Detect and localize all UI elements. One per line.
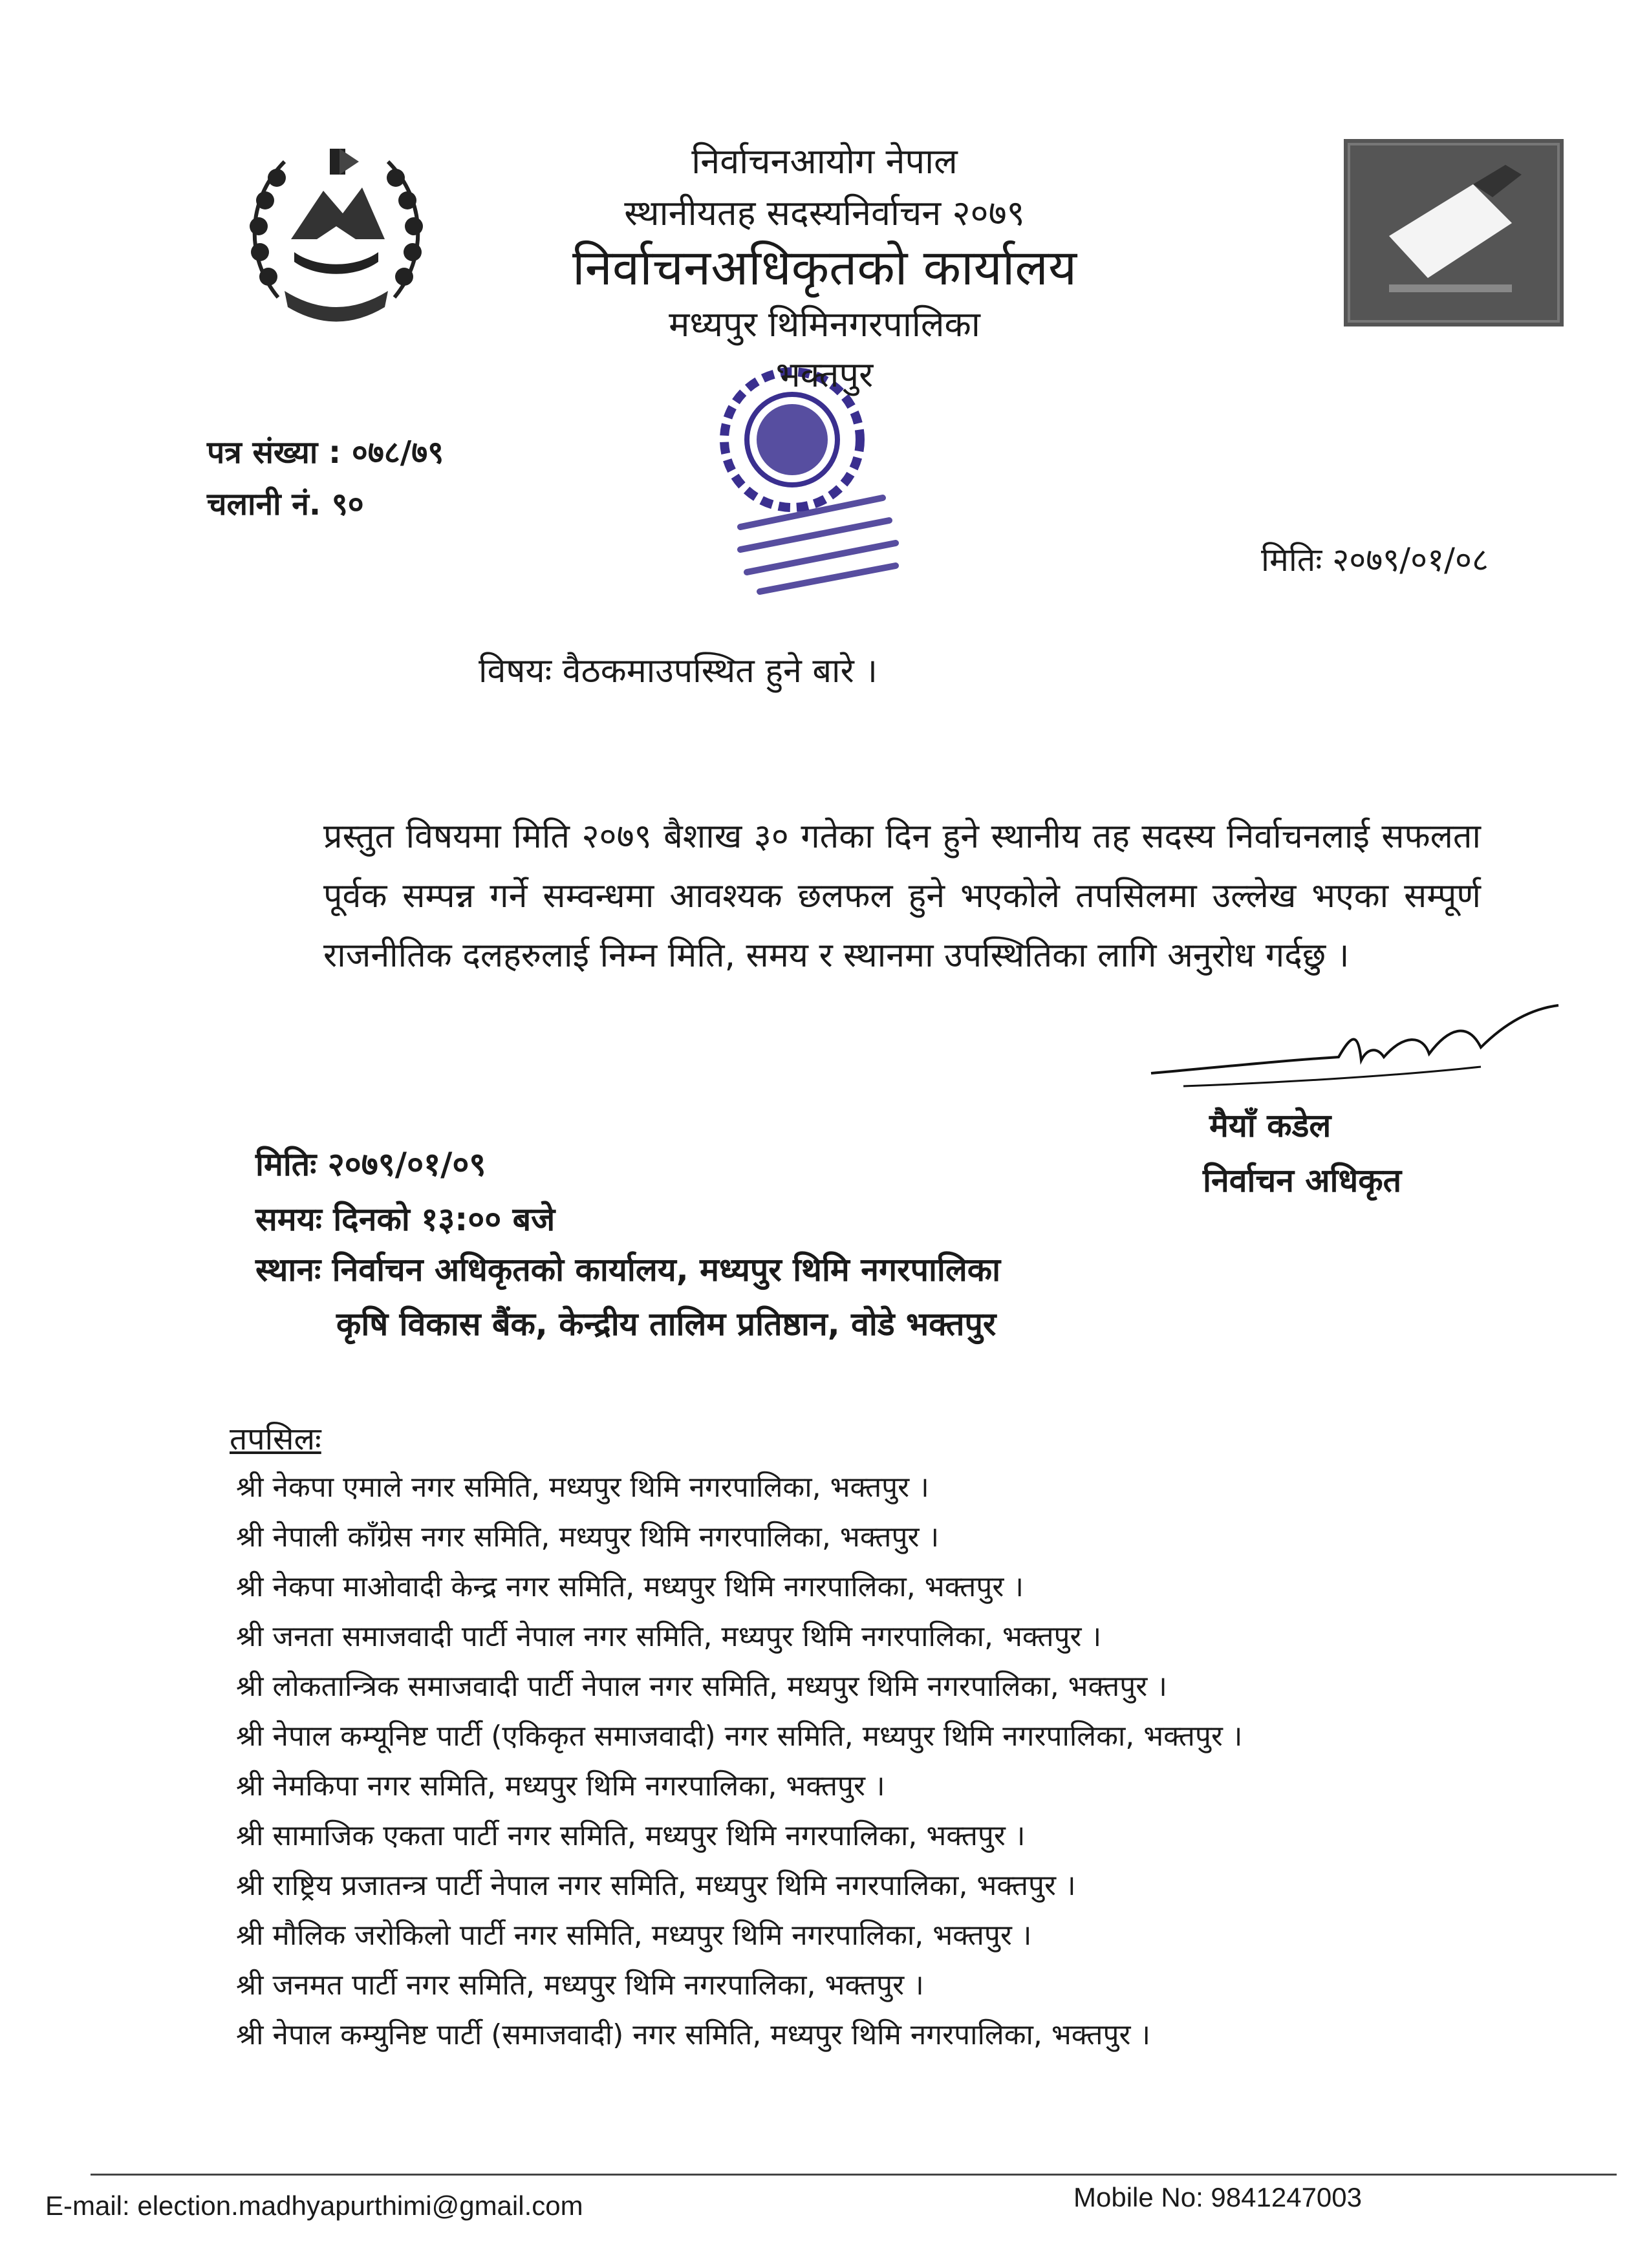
letter-body: प्रस्तुत विषयमा मिति २०७९ बैशाख ३० गतेका दिन हुने स्थानीय तह सदस्य निर्वाचनलाई सफलता पूर्वक सम्पन्न गर्ने सम्वन्धमा आवश्यक छलफल हुने भएकोले तपसिलमा उल्लेख भएका सम्पूर्ण राजनीतिक दलहरुलाई निम्न मिति, समय र स्थानमा उपस्थितिका लागि अनुरोध गर्दछु । [323,817,1481,975]
header-election: स्थानीयतह सदस्यनिर्वाचन २०७९ [624,193,1025,233]
signatory-name: मैयाँ कडेल [1209,1107,1331,1144]
footer-divider [91,2174,1617,2176]
letter-number: पत्र संख्या : ०७८/७९ [207,434,444,471]
letter-date: मितिः २०७९/०१/०८ [1261,541,1489,579]
list-item: श्री नेपाल कम्यूनिष्ट पार्टी (एकिकृत समाजवादी) नगर समिति, मध्यपुर थिमि नगरपालिका, भक्तपुर । [236,1720,1243,1753]
meeting-place-detail: कृषि विकास बैंक, केन्द्रीय तालिम प्रतिष्ठान, वोडे भक्तपुर [336,1305,997,1343]
list-item: श्री सामाजिक एकता पार्टी नगर समिति, मध्यपुर थिमि नगरपालिका, भक्तपुर । [236,1819,1026,1852]
signatory-title: निर्वाचन अधिकृत [1203,1162,1402,1199]
list-item: श्री नेकपा माओवादी केन्द्र नगर समिति, मध्यपुर थिमि नगरपालिका, भक्तपुर । [236,1570,1024,1603]
office-stamp [702,362,915,601]
meeting-date: मितिः २०७९/०१/०९ [255,1146,486,1183]
letter-subject: विषयः वैठकमाउपस्थित हुने बारे । [479,652,878,690]
list-item: श्री राष्ट्रिय प्रजातन्त्र पार्टी नेपाल नगर समिति, मध्यपुर थिमि नगरपालिका, भक्तपुर । [236,1869,1076,1902]
header-commission: निर्वाचनआयोग नेपाल [691,141,958,182]
signature [1145,996,1565,1106]
meeting-time: समयः दिनको १३:०० बजे [255,1201,555,1238]
dispatch-number: चलानी नं. ९० [207,486,364,522]
list-item: श्री लोकतान्त्रिक समाजवादी पार्टी नेपाल नगर समिति, मध्यपुर थिमि नगरपालिका, भक्तपुर । [236,1670,1167,1703]
list-item: श्री नेपाली काँग्रेस नगर समिति, मध्यपुर थिमि नगरपालिका, भक्तपुर । [236,1521,940,1554]
list-item: श्री नेकपा एमाले नगर समिति, मध्यपुर थिमि नगरपालिका, भक्तपुर । [236,1471,929,1504]
footer-email: E-mail: election.madhyapurthimi@gmail.com [45,2190,583,2221]
header-municipality: मध्यपुर थिमिनगरपालिका [669,304,980,345]
list-item: श्री जनता समाजवादी पार्टी नेपाल नगर समिति, मध्यपुर थिमि नगरपालिका, भक्तपुर । [236,1620,1102,1653]
header-office-title: निर्वाचनअधिकृतको कार्यालय [572,239,1077,296]
annex-list [236,1462,1242,2060]
meeting-place: स्थानः निर्वाचन अधिकृतको कार्यालय, मध्यपुर थिमि नगरपालिका [255,1251,1001,1289]
list-item: श्री जनमत पार्टी नगर समिति, मध्यपुर थिमि नगरपालिका, भक्तपुर । [236,1969,924,2002]
header-district: भक्तपुर [775,354,874,395]
list-item: श्री मौलिक जरोकिलो पार्टी नगर समिति, मध्यपुर थिमि नगरपालिका, भक्तपुर । [236,1919,1032,1952]
list-item: श्री नेपाल कम्युनिष्ट पार्टी (समाजवादी) नगर समिति, मध्यपुर थिमि नगरपालिका, भक्तपुर । [236,2018,1151,2051]
list-item: श्री नेमकिपा नगर समिति, मध्यपुर थिमि नगरपालिका, भक्तपुर । [236,1770,885,1803]
annex-heading: तपसिलः [230,1421,321,1457]
footer-mobile: Mobile No: 9841247003 [1073,2182,1363,2212]
